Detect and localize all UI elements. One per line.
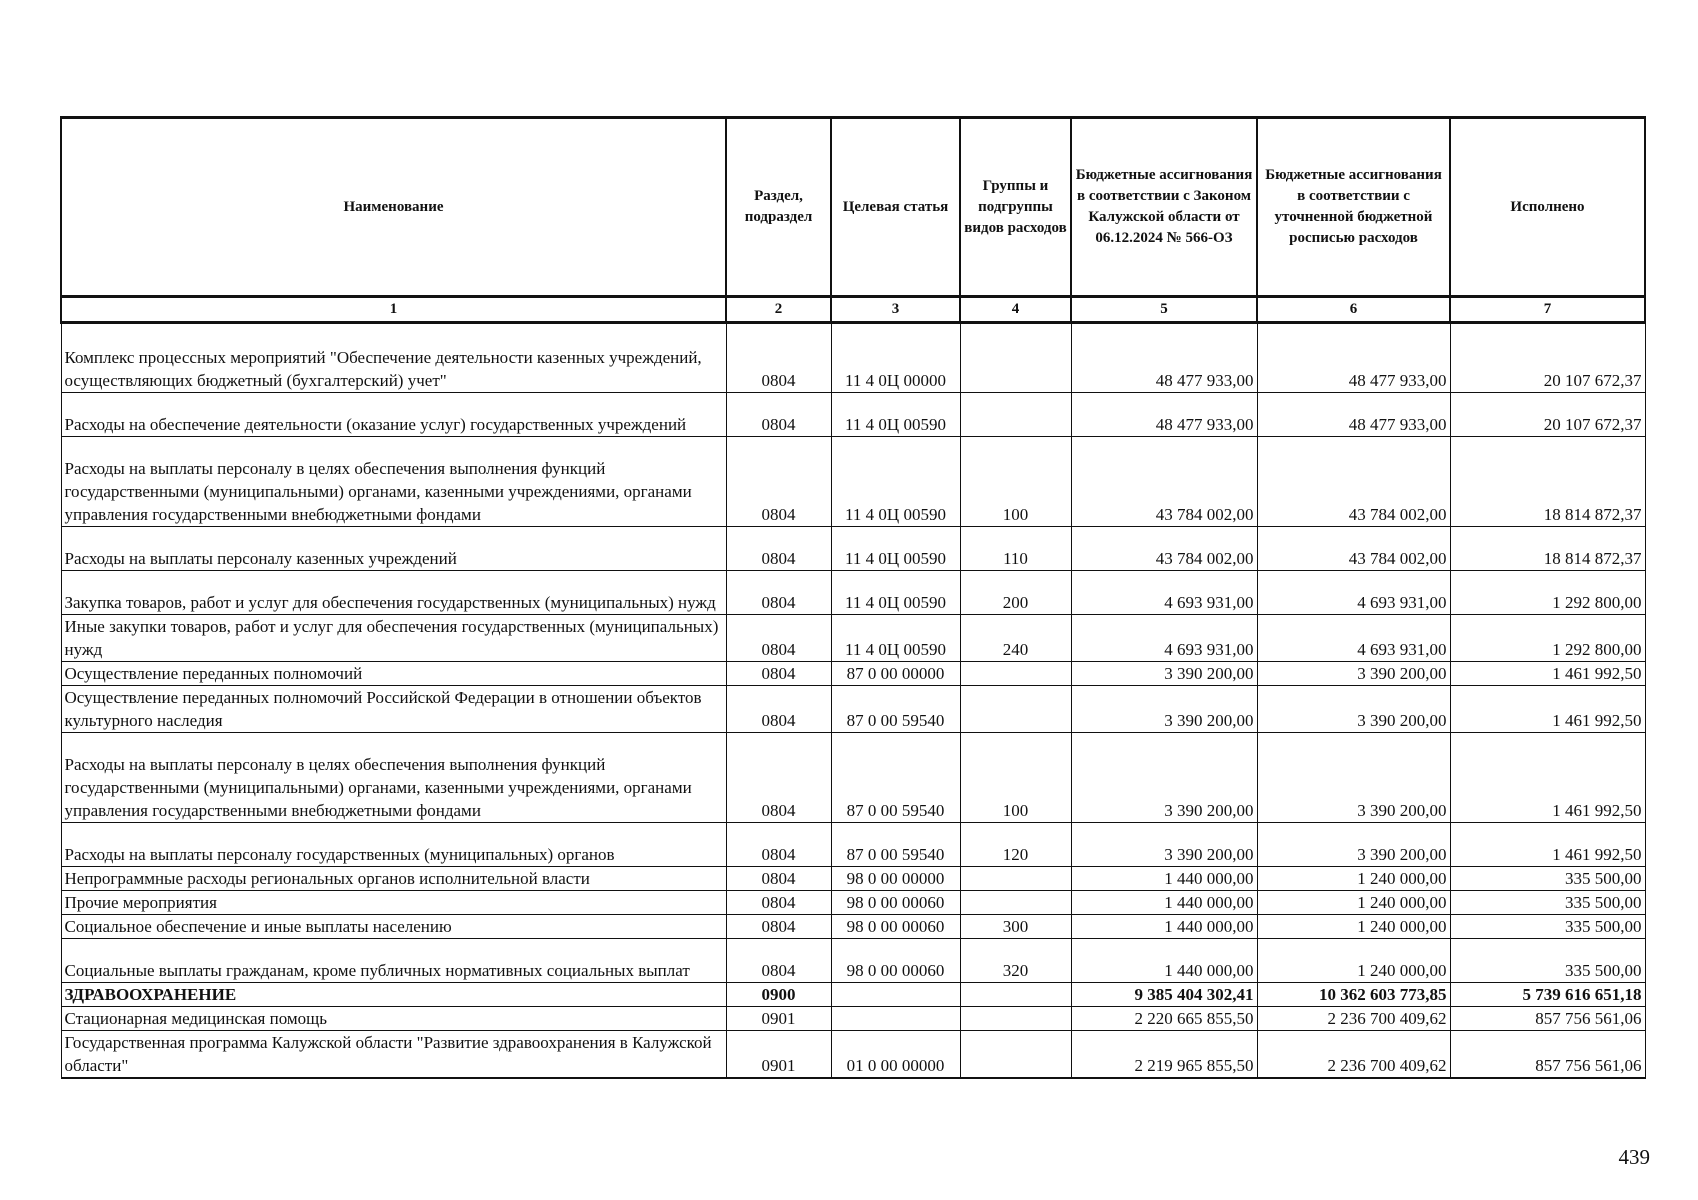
row-section: 0804 [726,571,831,615]
row-article: 98 0 00 00000 [831,867,960,891]
row-law-allocation: 43 784 002,00 [1071,527,1257,571]
header-revised-allocation: Бюджетные ассигнования в соответствии с уточненной бюджетной росписью расходов [1257,118,1450,297]
row-law-allocation: 48 477 933,00 [1071,323,1257,393]
row-law-allocation: 1 440 000,00 [1071,891,1257,915]
row-group [960,686,1071,733]
table-body [61,323,1645,1079]
table-row [61,662,1645,686]
row-name: Социальное обеспечение и иные выплаты населению [61,915,726,939]
row-executed: 20 107 672,37 [1450,393,1645,437]
row-section: 0901 [726,1031,831,1079]
row-section: 0804 [726,437,831,527]
table-row [61,939,1645,983]
row-group: 100 [960,733,1071,823]
row-revised-allocation: 4 693 931,00 [1257,615,1450,662]
row-law-allocation: 43 784 002,00 [1071,437,1257,527]
row-section: 0804 [726,915,831,939]
row-executed: 18 814 872,37 [1450,437,1645,527]
row-executed: 857 756 561,06 [1450,1031,1645,1079]
row-law-allocation: 9 385 404 302,41 [1071,983,1257,1007]
row-group: 100 [960,437,1071,527]
row-executed: 20 107 672,37 [1450,323,1645,393]
header-article: Целевая статья [831,118,960,297]
table-row [61,915,1645,939]
row-group [960,393,1071,437]
row-executed: 335 500,00 [1450,867,1645,891]
row-article: 87 0 00 59540 [831,733,960,823]
table-row [61,1031,1645,1079]
row-revised-allocation: 48 477 933,00 [1257,323,1450,393]
table-row [61,571,1645,615]
budget-table [60,116,1646,1079]
row-section: 0804 [726,867,831,891]
row-section: 0804 [726,527,831,571]
row-revised-allocation: 1 240 000,00 [1257,939,1450,983]
row-executed: 1 461 992,50 [1450,733,1645,823]
column-number-row [61,297,1645,323]
row-revised-allocation: 3 390 200,00 [1257,686,1450,733]
row-section: 0804 [726,686,831,733]
row-section: 0804 [726,615,831,662]
row-group: 200 [960,571,1071,615]
row-revised-allocation: 3 390 200,00 [1257,662,1450,686]
row-article: 98 0 00 00060 [831,891,960,915]
column-number: 1 [61,297,726,323]
row-revised-allocation: 3 390 200,00 [1257,733,1450,823]
header-law-allocation: Бюджетные ассигнования в соответствии с Законом Калужской области от 06.12.2024 № 566-ОЗ [1071,118,1257,297]
row-revised-allocation: 48 477 933,00 [1257,393,1450,437]
row-article [831,1007,960,1031]
header-name: Наименование [61,118,726,297]
table-row [61,686,1645,733]
row-name: Прочие мероприятия [61,891,726,915]
row-executed: 335 500,00 [1450,915,1645,939]
row-name: Комплекс процессных мероприятий "Обеспечение деятельности казенных учреждений, осуществляющих бюджетный (бухгалтерский) учет" [61,323,726,393]
row-group [960,867,1071,891]
row-executed: 1 461 992,50 [1450,823,1645,867]
row-article: 11 4 0Ц 00000 [831,323,960,393]
row-law-allocation: 1 440 000,00 [1071,939,1257,983]
row-section: 0804 [726,939,831,983]
table-row [61,823,1645,867]
row-group [960,983,1071,1007]
row-group: 120 [960,823,1071,867]
row-executed: 335 500,00 [1450,939,1645,983]
row-section: 0804 [726,823,831,867]
row-article: 87 0 00 59540 [831,823,960,867]
row-section: 0804 [726,891,831,915]
row-name: Расходы на выплаты персоналу в целях обеспечения выполнения функций государственными (муниципальными) органами, казенными учреждениями, органами управления государственными внебюджетными фондами [61,437,726,527]
row-law-allocation: 1 440 000,00 [1071,915,1257,939]
row-law-allocation: 4 693 931,00 [1071,615,1257,662]
row-name: Закупка товаров, работ и услуг для обеспечения государственных (муниципальных) нужд [61,571,726,615]
row-name: Государственная программа Калужской области "Развитие здравоохранения в Калужской области" [61,1031,726,1079]
row-executed: 18 814 872,37 [1450,527,1645,571]
table-row [61,393,1645,437]
row-section: 0804 [726,323,831,393]
row-group: 300 [960,915,1071,939]
row-section: 0901 [726,1007,831,1031]
column-number: 3 [831,297,960,323]
row-executed: 1 292 800,00 [1450,571,1645,615]
row-law-allocation: 3 390 200,00 [1071,686,1257,733]
row-article: 11 4 0Ц 00590 [831,393,960,437]
row-group [960,323,1071,393]
row-group [960,1031,1071,1079]
column-number: 6 [1257,297,1450,323]
row-law-allocation: 3 390 200,00 [1071,733,1257,823]
row-group [960,662,1071,686]
row-article: 87 0 00 59540 [831,686,960,733]
row-revised-allocation: 10 362 603 773,85 [1257,983,1450,1007]
row-group [960,1007,1071,1031]
row-revised-allocation: 2 236 700 409,62 [1257,1007,1450,1031]
column-number: 2 [726,297,831,323]
row-revised-allocation: 4 693 931,00 [1257,571,1450,615]
row-name: Стационарная медицинская помощь [61,1007,726,1031]
row-group [960,891,1071,915]
row-executed: 335 500,00 [1450,891,1645,915]
row-revised-allocation: 43 784 002,00 [1257,527,1450,571]
row-law-allocation: 48 477 933,00 [1071,393,1257,437]
row-law-allocation: 2 219 965 855,50 [1071,1031,1257,1079]
row-article: 87 0 00 00000 [831,662,960,686]
row-law-allocation: 3 390 200,00 [1071,823,1257,867]
row-name: Осуществление переданных полномочий Российской Федерации в отношении объектов культурного наследия [61,686,726,733]
row-executed: 1 461 992,50 [1450,686,1645,733]
row-section: 0900 [726,983,831,1007]
row-revised-allocation: 43 784 002,00 [1257,437,1450,527]
row-name: Иные закупки товаров, работ и услуг для обеспечения государственных (муниципальных) нужд [61,615,726,662]
table-row [61,615,1645,662]
row-section: 0804 [726,393,831,437]
row-name: Расходы на выплаты персоналу казенных учреждений [61,527,726,571]
row-name: Расходы на выплаты персоналу государственных (муниципальных) органов [61,823,726,867]
table-row [61,867,1645,891]
row-article: 11 4 0Ц 00590 [831,527,960,571]
row-article: 98 0 00 00060 [831,915,960,939]
row-law-allocation: 2 220 665 855,50 [1071,1007,1257,1031]
row-name: ЗДРАВООХРАНЕНИЕ [61,983,726,1007]
row-name: Социальные выплаты гражданам, кроме публичных нормативных социальных выплат [61,939,726,983]
header-group: Группы и подгруппы видов расходов [960,118,1071,297]
row-name: Расходы на выплаты персоналу в целях обеспечения выполнения функций государственными (муниципальными) органами, казенными учреждениями, органами управления государственными внебюджетными фондами [61,733,726,823]
page-number: 439 [1618,1145,1650,1169]
row-revised-allocation: 1 240 000,00 [1257,867,1450,891]
row-article: 98 0 00 00060 [831,939,960,983]
table-row [61,983,1645,1007]
row-article [831,983,960,1007]
table-row [61,323,1645,393]
row-section: 0804 [726,662,831,686]
row-executed: 5 739 616 651,18 [1450,983,1645,1007]
column-number: 5 [1071,297,1257,323]
row-article: 11 4 0Ц 00590 [831,437,960,527]
row-executed: 1 461 992,50 [1450,662,1645,686]
row-name: Непрограммные расходы региональных органов исполнительной власти [61,867,726,891]
header-executed: Исполнено [1450,118,1645,297]
row-name: Расходы на обеспечение деятельности (оказание услуг) государственных учреждений [61,393,726,437]
row-section: 0804 [726,733,831,823]
row-law-allocation: 1 440 000,00 [1071,867,1257,891]
row-revised-allocation: 2 236 700 409,62 [1257,1031,1450,1079]
row-group: 240 [960,615,1071,662]
row-name: Осуществление переданных полномочий [61,662,726,686]
row-article: 11 4 0Ц 00590 [831,615,960,662]
column-number: 7 [1450,297,1645,323]
row-article: 01 0 00 00000 [831,1031,960,1079]
row-law-allocation: 3 390 200,00 [1071,662,1257,686]
row-law-allocation: 4 693 931,00 [1071,571,1257,615]
row-revised-allocation: 1 240 000,00 [1257,915,1450,939]
row-executed: 857 756 561,06 [1450,1007,1645,1031]
header-row [61,118,1645,297]
row-revised-allocation: 3 390 200,00 [1257,823,1450,867]
table-row [61,733,1645,823]
row-article: 11 4 0Ц 00590 [831,571,960,615]
table-row [61,1007,1645,1031]
table-row [61,891,1645,915]
row-revised-allocation: 1 240 000,00 [1257,891,1450,915]
row-executed: 1 292 800,00 [1450,615,1645,662]
table-row [61,437,1645,527]
row-group: 320 [960,939,1071,983]
header-section: Раздел, подраздел [726,118,831,297]
row-group: 110 [960,527,1071,571]
column-number: 4 [960,297,1071,323]
table-row [61,527,1645,571]
